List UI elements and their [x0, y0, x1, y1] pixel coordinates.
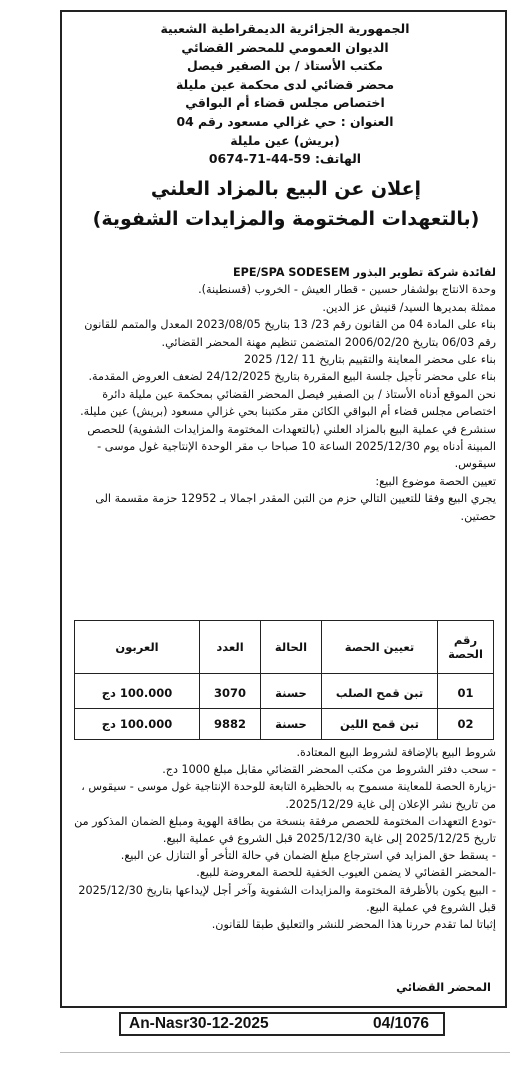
condition-forfeit: - يسقط حق المزايد في استرجاع مبلغ الضمان في حالة التأخر أو التنازل عن البيع.: [120, 849, 496, 863]
sale-conditions: [74, 744, 496, 933]
header-line-phone: الهاتف: 59-44-71-0674: [208, 151, 362, 167]
notice-body: [74, 264, 496, 525]
cell-lot-designation: تبن قمح اللين: [322, 709, 438, 740]
header-line-jurisdiction: اختصاص مجلس قضاء أم البواقي: [185, 95, 385, 111]
header-line-address: العنوان : حي غزالي مسعود رقم 04: [176, 113, 394, 129]
divider: [60, 1052, 510, 1053]
beneficiary-line: لفائدة شركة تطوير البذور EPE/SPA SODESEM: [233, 266, 496, 279]
cell-quantity: 9882: [200, 709, 261, 740]
header-line-bailiff: مكتب الأستاذ / بن الصفير فيصل: [187, 58, 383, 74]
table-row: [75, 674, 494, 709]
header-line-court: محضر قضائي لدى محكمة عين مليلة: [175, 76, 395, 92]
unit-line: وحدة الانتاج بولشفار حسين - قطار العيش - الخروب (قسنطينة).: [198, 283, 496, 297]
postponement-paragraph: بناء على محضر تأجيل جلسة البيع المقررة بتاريخ 24/12/2025 لضعف العروض المقدمة.: [88, 370, 496, 384]
signature-label: المحضر القضائي: [396, 980, 491, 994]
condition-deadline: - البيع يكون بالأظرفة المختومة والمزايدات الشفوية وآخر أجل لإيداعها بتاريخ 2025/12/30 قبل الشروع في عملية البيع.: [78, 883, 496, 914]
col-header-deposit: العربون: [75, 621, 200, 674]
header-line-city: (بريش) عين مليلة: [230, 132, 340, 148]
auction-paragraph: سنشرع في عملية البيع بالمزاد العلني (بالتعهدات المختومة والمزايدات الشفوية) للحصص المبينة أدناه يوم 2025/12/30 الساعة 10 صباحا ب مقر الوحدة الإنتاجية غول موسى - سيقوس.: [87, 422, 496, 471]
closing-statement: إثباتا لما تقدم حررنا هذا المحضر للنشر والتعليق طبقا للقانون.: [211, 918, 496, 932]
notice-title: إعلان عن البيع بالمزاد العلني: [150, 178, 422, 200]
lot-description-paragraph: يجري البيع وفقا للتعيين التالي حزم من التبن المقدر اجمالا بـ 12952 حزمة مقسمة الى حصتين.: [95, 492, 496, 523]
cell-quantity: 3070: [200, 674, 261, 709]
issuer-header: [70, 20, 500, 169]
lot-designation-heading: تعيين الحصة موضوع البيع:: [375, 474, 496, 488]
cell-lot-designation: تبن قمح الصلب: [322, 674, 438, 709]
condition-hidden-defects: -المحضر القضائي لا يضمن العيوب الخفية للحصة المعروضة للبيع.: [196, 866, 496, 880]
col-header-condition: الحالة: [261, 621, 322, 674]
table-header-row: [75, 621, 494, 674]
condition-bids-deposit: -تودع التعهدات المختومة للحصص مرفقة بنسخة من بطاقة الهوية ومبلغ الضمان المذكور من تاريخ 2025/12/25 إلى غاية 2025/12/30 قبل الشروع في عملية البيع.: [74, 814, 496, 846]
lots-table: [74, 620, 494, 740]
cell-deposit: 100.000 دج: [75, 674, 200, 709]
bailiff-paragraph: نحن الموقع أدناه الأستاذ / بن الصفير فيصل المحضر القضائي بمحكمة عين مليلة دائرة اختصاص مجلس قضاء أم البواقي الكائن مقر مكتبنا بحي غزالي مسعود (بريش) عين مليلة.: [80, 387, 496, 419]
condition-specs-fee: - سحب دفتر الشروط من مكتب المحضر القضائي مقابل مبلغ 1000 دج.: [162, 763, 496, 777]
cell-lot-number: 02: [438, 709, 494, 740]
cell-deposit: 100.000 دج: [75, 709, 200, 740]
inspection-paragraph: بناء على محضر المعاينة والتقييم بتاريخ 11 /12/ 2025: [244, 353, 496, 367]
col-header-quantity: العدد: [200, 621, 261, 674]
representative-line: ممثلة بمديرها السيد/ قنيش عز الدين.: [322, 300, 496, 314]
condition-visit: -زيارة الحصة للمعاينة مسموح به بالحظيرة التابعة للوحدة الإنتاجية غول موسى - سيقوس ، من تاريخ نشر الإعلان إلى غاية 2025/12/29.: [81, 780, 496, 811]
cell-lot-number: 01: [438, 674, 494, 709]
header-line-republic: الجمهورية الجزائرية الديمقراطية الشعبية: [160, 21, 410, 36]
notice-subtitle: (بالتعهدات المختومة والمزايدات الشفوية): [92, 208, 480, 230]
cell-condition: حسنة: [261, 709, 322, 740]
header-line-office: الديوان العمومي للمحضر القضائي: [181, 39, 389, 55]
table-row: [75, 709, 494, 740]
publication-ref: 04/1076: [372, 1015, 429, 1032]
publication-date: An-Nasr30-12-2025: [129, 1015, 269, 1032]
cell-condition: حسنة: [261, 674, 322, 709]
col-header-lot-number: رقم الحصة: [438, 621, 494, 674]
conditions-intro: شروط البيع بالإضافة لشروط البيع المعتادة.: [296, 746, 496, 759]
legal-basis-paragraph: بناء على المادة 04 من القانون رقم 23/ 13 بتاريخ 2023/08/05 المعدل والمتمم للقانون رقم 06/03 بتاريخ 2006/02/20 المتضمن تنظيم مهنة المحضر القضائي.: [84, 318, 496, 349]
publication-footer: [119, 1012, 445, 1036]
col-header-lot-designation: تعيين الحصة: [322, 621, 438, 674]
